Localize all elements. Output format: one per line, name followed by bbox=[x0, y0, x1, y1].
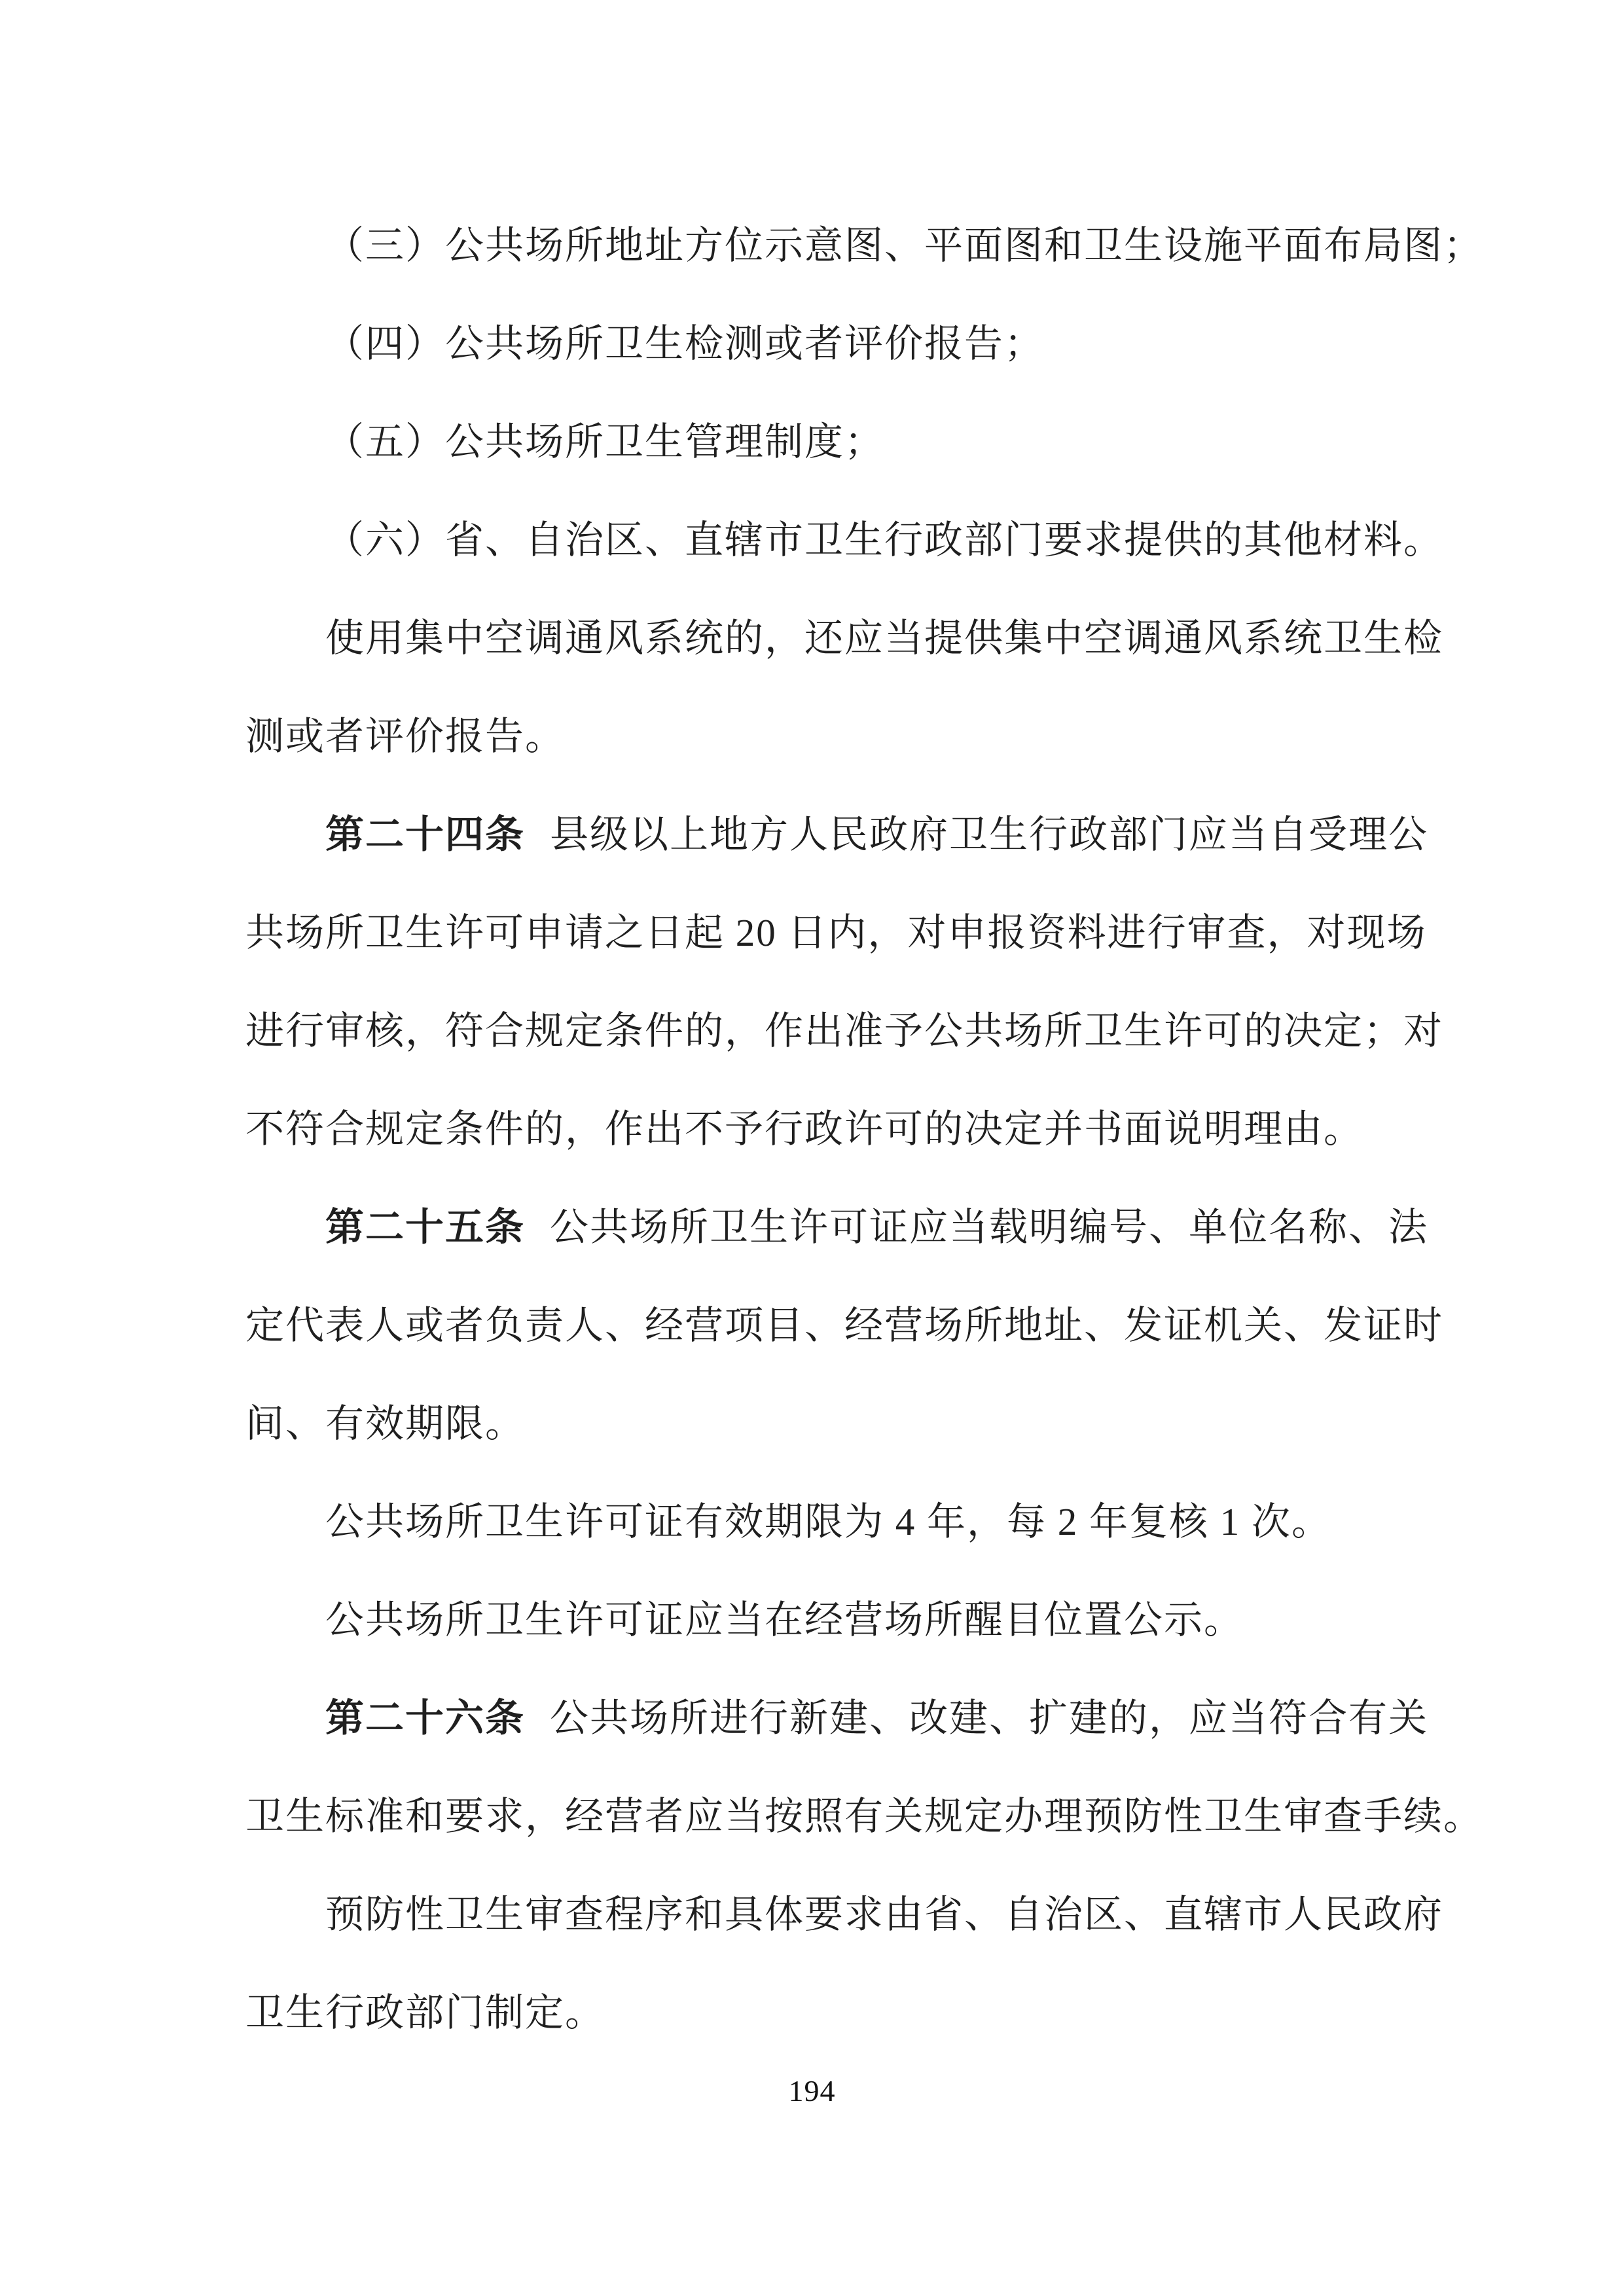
line-text: 定代表人或者负责人、经营项目、经营场所地址、发证机关、发证时 bbox=[245, 1304, 1444, 1347]
line-text: 不符合规定条件的，作出不予行政许可的决定并书面说明理由。 bbox=[245, 1107, 1364, 1151]
line-text: 卫生标准和要求，经营者应当按照有关规定办理预防性卫生审查手续。 bbox=[245, 1795, 1484, 1838]
article-number: 第二十五条 bbox=[325, 1206, 526, 1249]
line-text: 共场所卫生许可申请之日起 20 日内，对申报资料进行审查，对现场 bbox=[245, 911, 1427, 954]
article-number: 第二十六条 bbox=[325, 1696, 526, 1740]
line-text: （六）省、自治区、直辖市卫生行政部门要求提供的其他材料。 bbox=[325, 518, 1444, 562]
line-text: 县级以上地方人民政府卫生行政部门应当自受理公 bbox=[550, 813, 1429, 856]
text-line bbox=[245, 196, 1484, 295]
text-line bbox=[245, 687, 1463, 785]
text-line bbox=[245, 1964, 1463, 2062]
line-text: （四）公共场所卫生检测或者评价报告； bbox=[325, 322, 1045, 365]
line-text: （三）公共场所地址方位示意图、平面图和卫生设施平面布局图； bbox=[325, 224, 1484, 267]
page-footer bbox=[0, 2072, 1624, 2111]
page-number: 194 bbox=[788, 2074, 836, 2108]
line-text: 预防性卫生审查程序和具体要求由省、自治区、直辖市人民政府 bbox=[325, 1893, 1444, 1936]
document-body bbox=[245, 196, 1484, 2062]
line-text: 测或者评价报告。 bbox=[245, 715, 566, 758]
line-text: 公共场所进行新建、改建、扩建的，应当符合有关 bbox=[550, 1696, 1429, 1740]
text-line bbox=[245, 1473, 1463, 1571]
line-text: 使用集中空调通风系统的，还应当提供集中空调通风系统卫生检 bbox=[325, 617, 1444, 660]
text-line bbox=[245, 1178, 1463, 1276]
line-text: （五）公共场所卫生管理制度； bbox=[325, 420, 885, 463]
text-line bbox=[245, 1374, 1463, 1473]
line-text: 卫生行政部门制定。 bbox=[245, 1991, 605, 2034]
text-line bbox=[245, 1669, 1463, 1767]
text-line bbox=[245, 295, 1463, 393]
text-line bbox=[245, 1571, 1463, 1669]
text-line bbox=[245, 884, 1463, 982]
text-line bbox=[245, 1865, 1463, 1964]
article-number: 第二十四条 bbox=[325, 813, 526, 856]
line-text: 公共场所卫生许可证应当载明编号、单位名称、法 bbox=[550, 1206, 1429, 1249]
text-line bbox=[245, 491, 1463, 589]
text-line bbox=[245, 1767, 1484, 1865]
text-line bbox=[245, 1080, 1463, 1178]
text-line bbox=[245, 785, 1463, 884]
line-text: 公共场所卫生许可证有效期限为 4 年，每 2 年复核 1 次。 bbox=[325, 1500, 1332, 1543]
text-line bbox=[245, 982, 1463, 1080]
text-line bbox=[245, 1276, 1463, 1374]
text-line bbox=[245, 589, 1463, 687]
line-text: 间、有效期限。 bbox=[245, 1402, 526, 1445]
text-line bbox=[245, 393, 1463, 491]
line-text: 进行审核，符合规定条件的，作出准予公共场所卫生许可的决定；对 bbox=[245, 1009, 1444, 1052]
line-text: 公共场所卫生许可证应当在经营场所醒目位置公示。 bbox=[325, 1598, 1244, 1641]
